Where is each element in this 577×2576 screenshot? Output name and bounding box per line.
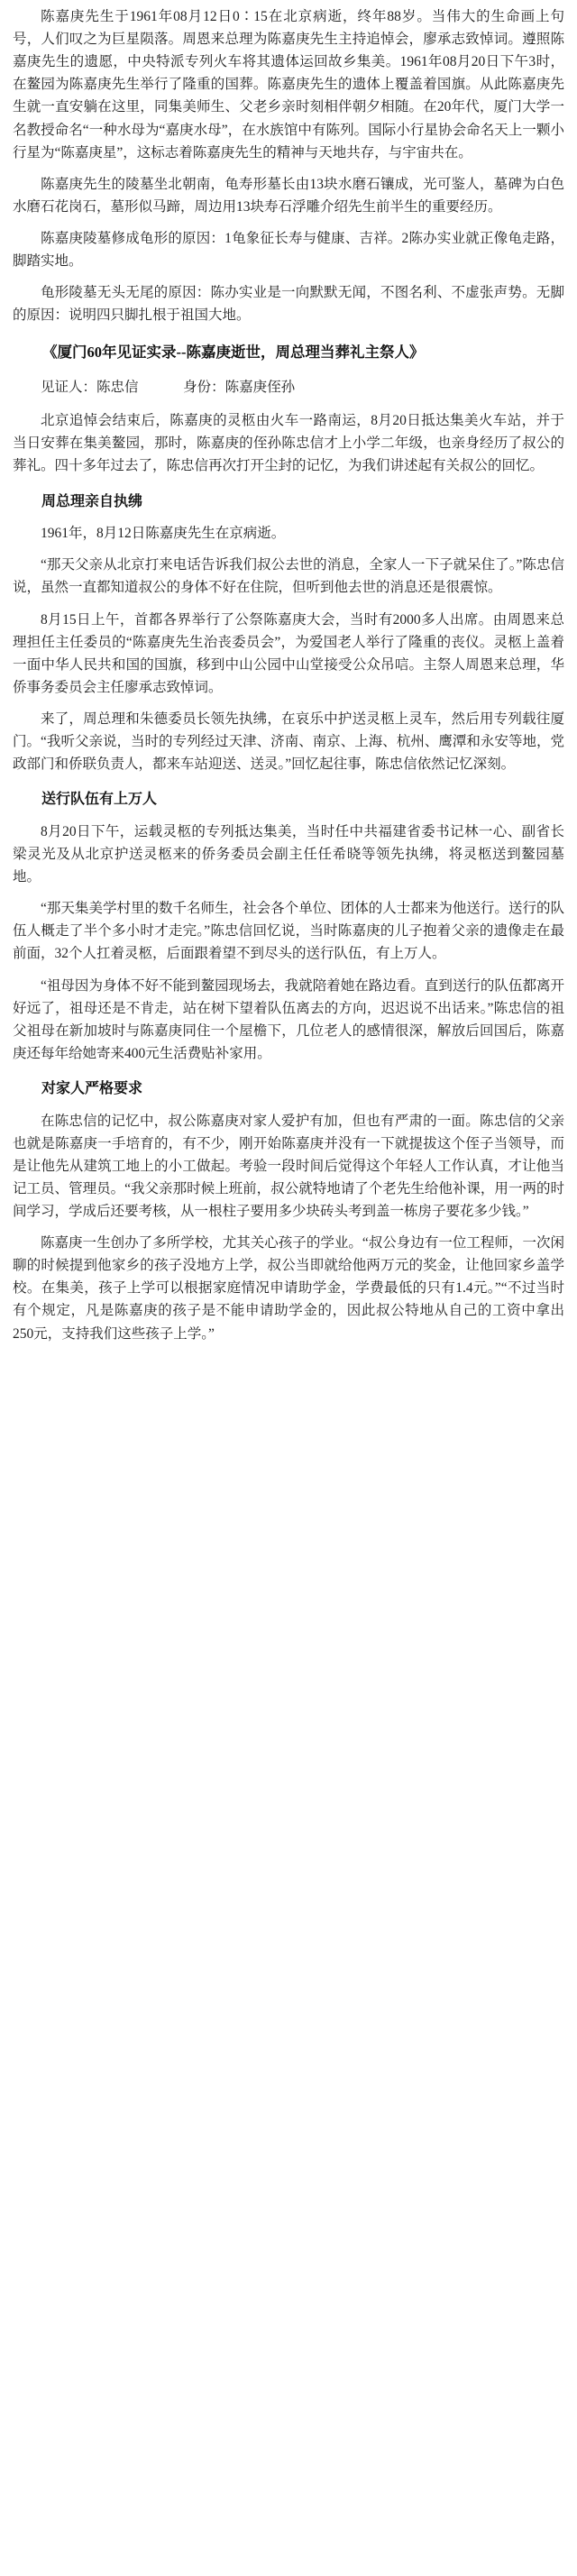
paragraph: 龟形陵墓无头无尾的原因：陈办实业是一向默默无闻，不图名利、不虚张声势。无脚的原因：说明四只脚扎根于祖国大地。	[13, 285, 564, 324]
paragraph: 陈嘉庚先生的陵墓坐北朝南，龟寿形墓长由13块水磨石镶成，光可鉴人，墓碑为白色水磨石花岗石，墓形似马蹄，周边用13块寿石浮雕介绍先生前半生的重要经历。	[13, 176, 564, 215]
paragraph: “那天集美学村里的数千名师生，社会各个单位、团体的人士都来为他送行。送行的队伍人概走了半个多小时才走完。”陈忠信回忆说，当时陈嘉庚的儿子抱着父亲的遗像走在最前面，32个人扛着灵柩，后面跟着望不到尽头的送行队伍，有上万人。	[13, 901, 564, 962]
paragraph: 陈嘉庚陵墓修成龟形的原因：1龟象征长寿与健康、吉祥。2陈办实业就正像龟走路，脚踏实地。	[13, 230, 564, 270]
byline	[13, 376, 564, 399]
article-title: 《厦门60年见证实录--陈嘉庚逝世，周总理当葬礼主祭人》	[42, 344, 425, 362]
paragraph: 北京追悼会结束后，陈嘉庚的灵柩由火车一路南运，8月20日抵达集美火车站，并于当日安葬在集美鳌园，那时，陈嘉庚的侄孙陈忠信才上小学二年级，也亲身经历了叔公的葬礼。四十多年过去了，陈忠信再次打开尘封的记忆，为我们讲述起有关叔公的回忆。	[13, 413, 564, 474]
section-heading: 送行队伍有上万人	[41, 792, 158, 808]
paragraph: 1961年，8月12日陈嘉庚先生在京病逝。	[41, 526, 286, 542]
paragraph: 8月15日上午，首都各界举行了公祭陈嘉庚大会，当时有2000多人出席。由周恩来总理担任主任委员的“陈嘉庚先生治丧委员会”，为爱国老人举行了隆重的丧仪。灵柩上盖着一面中华人民共和国的国旗，移到中山公园中山堂接受公众吊唁。主祭人周恩来总理，华侨事务委员会主任廖承志致悼词。	[13, 611, 564, 695]
byline-witness-label: 见证人：	[41, 380, 97, 396]
paragraph: 8月20日下午，运载灵柩的专列抵达集美，当时任中共福建省委书记林一心、副省长梁灵光及从北京护送灵柩来的侨务委员会副主任任希晓等领先执绋，将灵柩送到鳌园墓地。	[13, 823, 564, 885]
paragraph: “祖母因为身体不好不能到鳌园现场去，我就陪着她在路边看。直到送行的队伍都离开好远了，祖母还是不肯走，站在树下望着队伍离去的方向，迟迟说不出话来。”陈忠信的祖父祖母在新加坡时与陈嘉庚同住一个屋檐下，几位老人的感情很深，解放后回国后，陈嘉庚还每年给她寄来400元生活费贴补家用。	[13, 977, 564, 1061]
byline-role-name: 陈嘉庚侄孙	[224, 380, 296, 396]
paragraph: 在陈忠信的记忆中，叔公陈嘉庚对家人爱护有加，但也有严肃的一面。陈忠信的父亲也就是陈嘉庚一手培育的，有不少，刚开始陈嘉庚并没有一下就提拔这个侄子当领导，而是让他先从建筑工地上的小工做起。考验一段时间后觉得这个年轻人工作认真，才让他当记工员、管理员。“我父亲那时候上班前，叔公就特地请了个老先生给他补课，用一两的时间学习，学成后还要考核，从一根柱子要用多少块砖头考到盖一栋房子要花多少钱。”	[13, 1113, 564, 1219]
section-heading: 周总理亲自执绋	[41, 493, 143, 509]
byline-witness-name: 陈忠信	[96, 380, 139, 396]
paragraph: 陈嘉庚一生创办了多所学校，尤其关心孩子的学业。“叔公身边有一位工程师，一次闲聊的时候提到他家乡的孩子没地方上学，叔公当即就给他两万元的奖金，让他回家乡盖学校。在集美，孩子上学可以根据家庭情况申请助学金，学费最低的只有1.4元。”“不过当时有个规定，凡是陈嘉庚的孩子是不能申请助学金的，因此叔公特地从自己的工资中拿出250元，支持我们这些孩子上学。”	[13, 1235, 564, 1342]
paragraph: “那天父亲从北京打来电话告诉我们叔公去世的消息，全家人一下子就呆住了。”陈忠信说，虽然一直都知道叔公的身体不好在住院，但听到他去世的消息还是很震惊。	[13, 557, 564, 596]
paragraph: 陈嘉庚先生于1961年08月12日0∶15在北京病逝，终年88岁。当伟大的生命画上句号，人们叹之为巨星陨落。周恩来总理为陈嘉庚先生主持追悼会，廖承志致悼词。遵照陈嘉庚先生的遗愿，中央特派专列火车将其遗体运回故乡集美。1961年08月20日下午3时，在鳌园为陈嘉庚先生举行了隆重的国葬。陈嘉庚先生的遗体上覆盖着国旗。从此陈嘉庚先生就一直安躺在这里，同集美师生、父老乡亲时刻相伴朝夕相随。在20年代，厦门大学一名教授命名“一种水母为“嘉庚水母”，在水族馆中有陈列。国际小行星协会命名天上一颗小行星为“陈嘉庚星”，这标志着陈嘉庚先生的精神与天地共存，与宇宙共在。	[13, 9, 564, 160]
paragraph: 来了，周总理和朱德委员长领先执绋，在哀乐中护送灵柩上灵车，然后用专列载往厦门。“我听父亲说，当时的专列经过天津、济南、南京、上海、杭州、鹰潭和永安等地，党政部门和侨联负责人，都来车站迎送、送灵。”回忆起往事，陈忠信依然记忆深刻。	[13, 710, 564, 773]
section-heading: 对家人严格要求	[41, 1080, 143, 1096]
byline-role-label: 身份：	[183, 380, 225, 396]
